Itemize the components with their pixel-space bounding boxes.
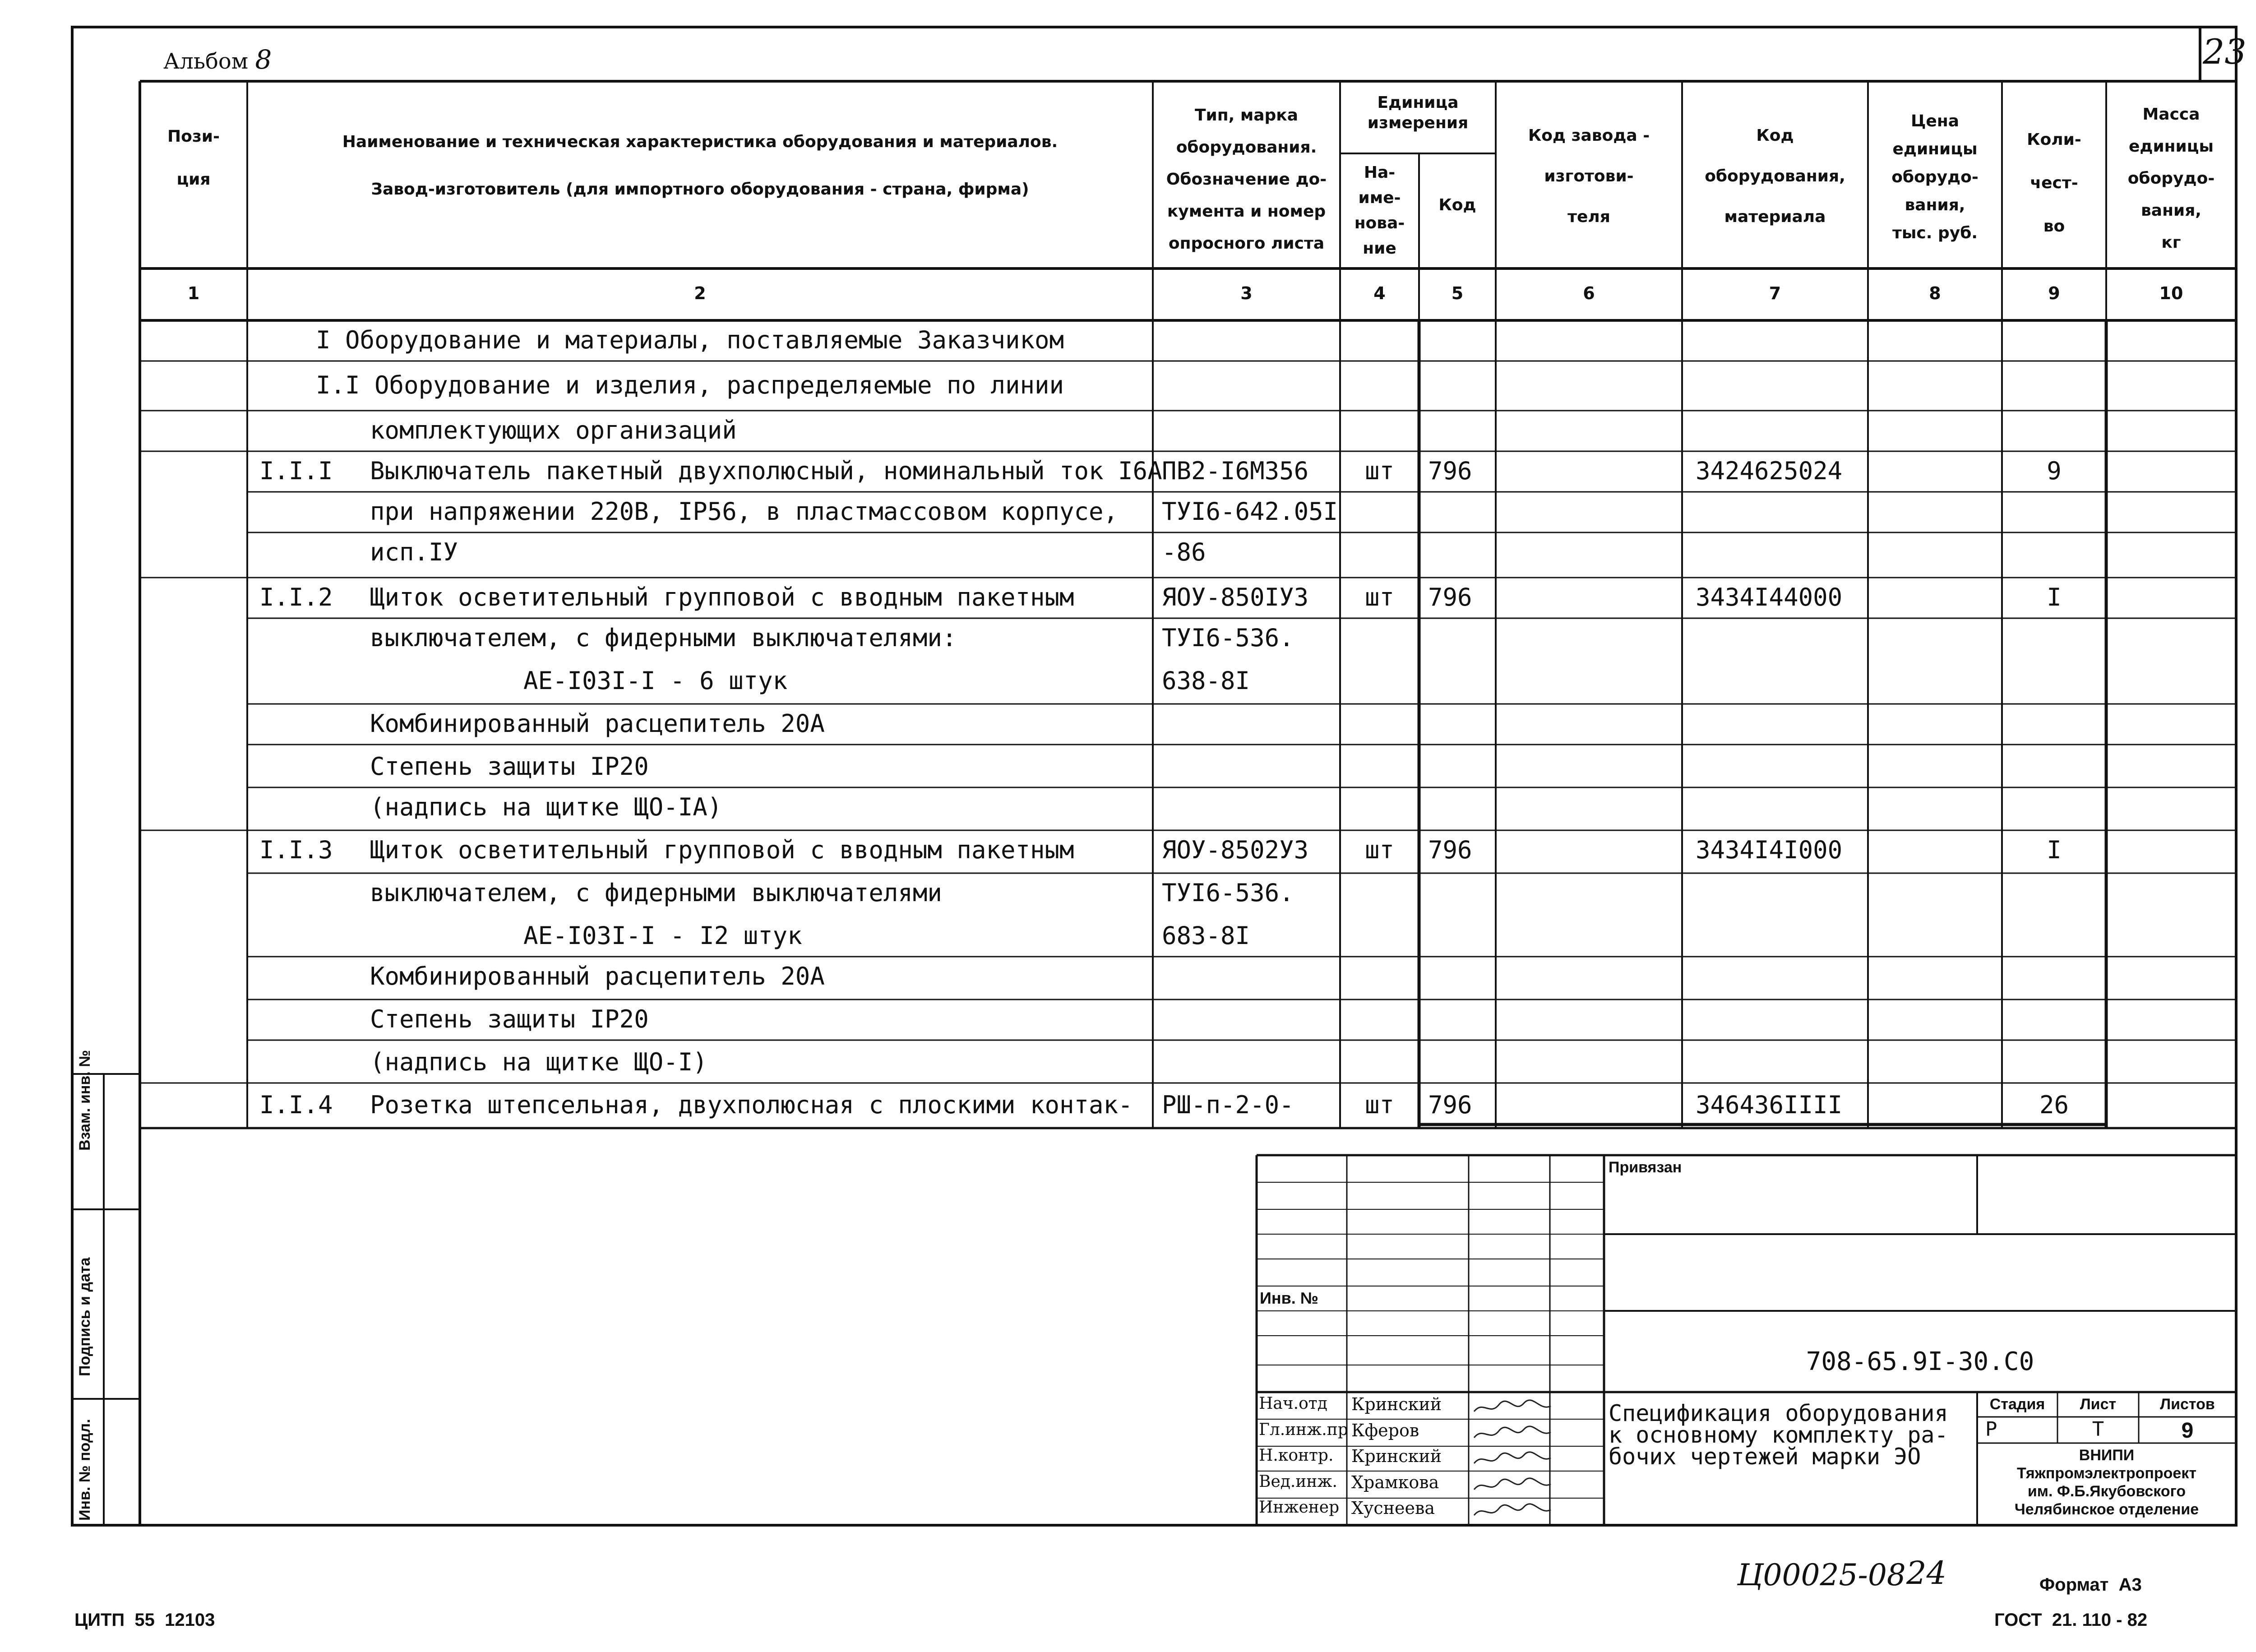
row-name: Розетка штепсельная, двухполюсная с плоскими контак- xyxy=(370,1091,1133,1119)
row-material-code: 3424625024 xyxy=(1696,457,1843,485)
row-name: Степень защиты IP20 xyxy=(370,752,649,781)
signature-scribble xyxy=(1472,1476,1553,1494)
header-line: чест- xyxy=(2030,174,2078,192)
side-label-text: Подпись и дата xyxy=(76,1257,93,1376)
title-line: Спецификация оборудования xyxy=(1609,1400,1948,1426)
header-unit-name xyxy=(1340,160,1419,261)
row-name: I Оборудование и материалы, поставляемые Заказчиком xyxy=(316,326,1064,354)
inventory-label: Инв. № xyxy=(1260,1289,1318,1307)
row-name: комплектующих организаций xyxy=(370,416,737,444)
row-quantity: I xyxy=(2047,583,2062,611)
header-line: измерения xyxy=(1367,114,1469,132)
row-quantity: 26 xyxy=(2039,1091,2069,1119)
staff-name: Хуснеева xyxy=(1351,1498,1435,1518)
header-line: единицы xyxy=(1892,140,1978,158)
signature-scribble xyxy=(1472,1424,1553,1442)
header-line: Тип, марка xyxy=(1194,106,1299,125)
row-type: 638-8I xyxy=(1162,666,1250,695)
row-name: выключателем, с фидерными выключателями xyxy=(370,879,942,907)
row-material-code: 346436IIII xyxy=(1696,1091,1843,1119)
document-code: 708-65.9I-30.С0 xyxy=(1806,1347,2034,1376)
row-name: Выключатель пакетный двухполюсный, номинальный ток I6А xyxy=(370,457,1162,485)
header-line: оборудования. xyxy=(1176,138,1317,157)
row-name: Степень защиты IP20 xyxy=(370,1005,649,1033)
handwritten-code: Ц00025-08 xyxy=(1737,1558,1906,1592)
organization xyxy=(1977,1446,2236,1518)
side-label-text: Инв. № подл. xyxy=(76,1419,93,1521)
row-unit: шт xyxy=(1364,583,1395,611)
side-label-signature xyxy=(70,1257,106,1376)
col-number: 7 xyxy=(1769,283,1781,303)
header-line: Код завода - xyxy=(1528,126,1650,145)
album-number: 8 xyxy=(255,44,272,75)
staff-name: Кринский xyxy=(1351,1394,1442,1414)
header-line: единицы xyxy=(2128,137,2214,156)
header-line: тыс. руб. xyxy=(1892,224,1978,242)
row-unit: шт xyxy=(1364,836,1395,864)
header-line: кумента и номер xyxy=(1167,202,1326,221)
header-line: теля xyxy=(1567,208,1610,226)
row-unit-code: 796 xyxy=(1428,583,1472,611)
handwritten-page: 24 xyxy=(1906,1555,1947,1592)
header-line: ние xyxy=(1363,239,1396,258)
citp-number: ЦИТП 55 12103 xyxy=(74,1610,215,1630)
row-type: 683-8I xyxy=(1162,921,1250,950)
header-line: ция xyxy=(176,170,211,189)
row-unit: шт xyxy=(1364,1091,1395,1119)
staff-name: Храмкова xyxy=(1351,1472,1439,1492)
row-unit-code: 796 xyxy=(1428,836,1472,864)
header-line: опросного листа xyxy=(1168,234,1325,253)
header-line: На- xyxy=(1364,163,1396,182)
staff-role: Инженер xyxy=(1259,1498,1340,1517)
header-unit-code: Код xyxy=(1438,196,1476,214)
org-line: им. Ф.Б.Якубовского xyxy=(2027,1483,2186,1500)
col-number: 6 xyxy=(1583,283,1595,303)
col-number: 2 xyxy=(694,283,706,303)
row-type: ТУI6-642.05I xyxy=(1162,497,1338,526)
header-line: Масса xyxy=(2142,105,2200,124)
col-number: 3 xyxy=(1240,283,1253,303)
header-line: нова- xyxy=(1354,214,1405,232)
header-line: Единица xyxy=(1377,93,1459,112)
header-type xyxy=(1153,99,1340,259)
header-line: име- xyxy=(1358,189,1401,207)
header-line: вания, xyxy=(1905,196,1965,214)
row-type: -86 xyxy=(1162,538,1206,566)
sheet-label: Лист xyxy=(2080,1396,2117,1413)
header-line: материала xyxy=(1724,208,1826,226)
row-name: (надпись на щитке ЩО-I) xyxy=(370,1048,707,1076)
signature-scribble xyxy=(1472,1502,1553,1520)
row-type: ЯОУ-850IУ3 xyxy=(1162,583,1309,611)
row-position: I.I.2 xyxy=(259,583,333,611)
header-line: оборудо- xyxy=(2127,169,2215,188)
title-line: бочих чертежей марки ЭО xyxy=(1609,1444,1921,1470)
row-name: выключателем, с фидерными выключателями: xyxy=(370,624,957,652)
sheet-value: Т xyxy=(2092,1418,2104,1441)
sheet-corner-number: 23 xyxy=(2203,32,2247,72)
row-unit: шт xyxy=(1364,457,1395,485)
sheets-value: 9 xyxy=(2181,1419,2194,1443)
header-position xyxy=(140,126,247,190)
staff-role: Н.контр. xyxy=(1259,1446,1334,1465)
row-quantity: I xyxy=(2047,836,2062,864)
row-name: Щиток осветительный групповой с вводным пакетным xyxy=(370,836,1074,864)
side-label-replace xyxy=(70,1050,106,1151)
side-label-inventory xyxy=(70,1419,106,1521)
header-line: Наименование и техническая характеристика оборудования и материалов. xyxy=(342,133,1058,151)
row-unit-code: 796 xyxy=(1428,1091,1472,1119)
col-number: 8 xyxy=(1929,283,1941,303)
header-line: Коли- xyxy=(2027,130,2081,149)
row-position: I.I.I xyxy=(259,457,333,485)
row-name: исп.IУ xyxy=(370,538,458,566)
staff-role: Вед.инж. xyxy=(1259,1472,1337,1491)
album-label-text: Альбом xyxy=(163,49,249,74)
row-name: Щиток осветительный групповой с вводным пакетным xyxy=(370,583,1074,611)
privyazan-label: Привязан xyxy=(1609,1159,1682,1176)
header-line: оборудования, xyxy=(1705,167,1845,185)
stage-value: Р xyxy=(1985,1418,1997,1441)
col-number: 1 xyxy=(187,283,200,303)
signature-scribble xyxy=(1472,1398,1553,1416)
header-line: кг xyxy=(2161,233,2181,252)
header-line: Код xyxy=(1756,126,1794,145)
header-name xyxy=(247,132,1153,199)
header-factory-code xyxy=(1496,116,1682,237)
row-position: I.I.3 xyxy=(259,836,333,864)
header-line: Цена xyxy=(1911,112,1959,130)
title-line: к основному комплекту ра- xyxy=(1609,1422,1948,1448)
side-label-text: Взам. инв. № xyxy=(76,1050,93,1151)
row-type: ПВ2-I6М356 xyxy=(1162,457,1309,485)
header-line: изготови- xyxy=(1544,167,1634,185)
row-name: АЕ-I03I-I - 6 штук xyxy=(523,666,788,695)
signature-scribble xyxy=(1472,1450,1553,1468)
header-mass xyxy=(2106,98,2236,259)
row-material-code: 3434I44000 xyxy=(1696,583,1843,611)
row-type: ТУI6-536. xyxy=(1162,879,1294,907)
header-line: Завод-изготовитель (для импортного оборудования - страна, фирма) xyxy=(371,180,1029,199)
header-price xyxy=(1868,107,2002,247)
header-line: оборудо- xyxy=(1891,168,1979,186)
row-quantity: 9 xyxy=(2047,457,2062,485)
org-line: ВНИПИ xyxy=(2079,1447,2135,1464)
staff-role: Гл.инж.пр xyxy=(1259,1421,1348,1439)
header-line: Пози- xyxy=(167,127,220,146)
header-line: вания, xyxy=(2141,201,2201,220)
col-number: 9 xyxy=(2048,283,2060,303)
row-name: при напряжении 220В, IP56, в пластмассовом корпусе, xyxy=(370,497,1119,526)
row-name: I.I Оборудование и изделия, распределяемые по линии xyxy=(316,371,1064,399)
row-name: Комбинированный расцепитель 20А xyxy=(370,962,825,990)
staff-name: Кринский xyxy=(1351,1446,1442,1466)
header-line: Обозначение до- xyxy=(1166,170,1327,189)
format-label: Формат А3 xyxy=(2039,1575,2142,1595)
row-unit-code: 796 xyxy=(1428,457,1472,485)
row-type: ЯОУ-8502У3 xyxy=(1162,836,1309,864)
col-number: 10 xyxy=(2159,283,2183,303)
row-material-code: 3434I4I000 xyxy=(1696,836,1843,864)
header-material-code xyxy=(1682,116,1868,237)
row-position: I.I.4 xyxy=(259,1091,333,1119)
header-line: во xyxy=(2043,217,2065,236)
row-name: (надпись на щитке ЩО-IА) xyxy=(370,793,722,821)
stage-label: Стадия xyxy=(1989,1396,2045,1413)
row-type: РШ-п-2-0- xyxy=(1162,1091,1294,1119)
org-line: Тяжпромэлектропроект xyxy=(2016,1465,2197,1482)
document-title xyxy=(1609,1400,1948,1470)
row-name: АЕ-I03I-I - I2 штук xyxy=(523,921,802,950)
album-label xyxy=(163,44,272,75)
gost-label: ГОСТ 21. 110 - 82 xyxy=(1994,1610,2148,1630)
row-type: ТУI6-536. xyxy=(1162,624,1294,652)
staff-role: Нач.отд xyxy=(1259,1394,1327,1413)
col-number: 5 xyxy=(1451,283,1464,303)
header-quantity xyxy=(2002,118,2106,248)
col-number: 4 xyxy=(1373,283,1386,303)
sheets-label: Листов xyxy=(2160,1396,2215,1413)
row-name: Комбинированный расцепитель 20А xyxy=(370,709,825,738)
staff-name: Кферов xyxy=(1351,1421,1419,1440)
org-line: Челябинское отделение xyxy=(2014,1501,2199,1518)
header-unit-group xyxy=(1340,93,1496,133)
